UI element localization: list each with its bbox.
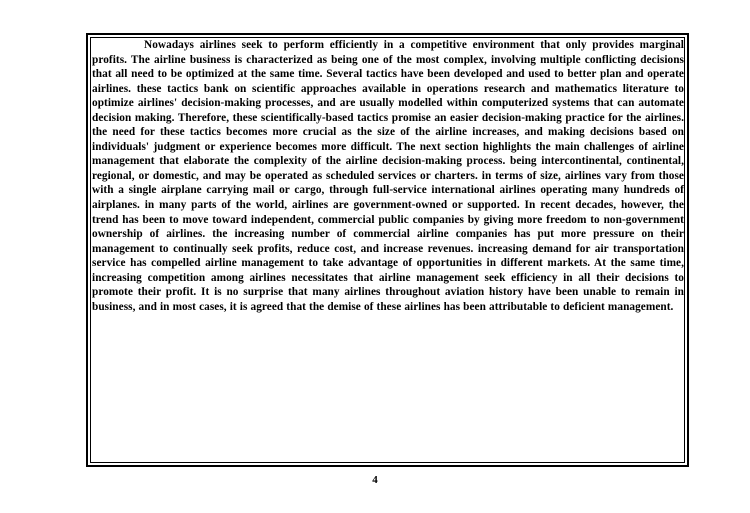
page-number: 4 — [372, 474, 378, 486]
page-border-frame — [86, 33, 689, 467]
body-paragraph: Nowadays airlines seek to perform efficiently in a competitive environment that only provides marginal profits. The airline business is characterized as being one of the most complex, involving multiple conflicting decisions that all need to be optimized at the same time. Several tactics have been developed and used to better plan and operate airlines. these tactics bank on scientific approaches available in operations research and mathematics literature to optimize airlines' decision-making processes, and are usually modelled within computerized systems that can automate decision making. Therefore, these scientifically-based tactics promise an easier decision-making practice for the airlines. the need for these tactics becomes more crucial as the size of the airline increases, and making decisions based on individuals' judgment or experience becomes more difficult. The next section highlights the main challenges of airline management that elaborate the complexity of the airline decision-making process. being intercontinental, continental, regional, or domestic, and may be operated as scheduled services or charters. in terms of size, airlines vary from those with a single airplane carrying mail or cargo, through full-service international airlines operating many hundreds of airplanes. in many parts of the world, airlines are government-owned or supported. In recent decades, however, the trend has been to move toward independent, commercial public companies by giving more freedom to non-government ownership of airlines. the increasing number of commercial airline companies has put more pressure on their management to continually seek profits, reduce cost, and increase revenues. increasing demand for air transportation service has compelled airline management to take advantage of opportunities in different markets. At the same time, increasing competition among airlines necessitates that airline management seek efficiency in all their decisions to promote their profit. It is no surprise that many airlines throughout aviation history have been unable to remain in business, and in most cases, it is agreed that the demise of these airlines has been attributable to deficient management. — [92, 39, 684, 313]
